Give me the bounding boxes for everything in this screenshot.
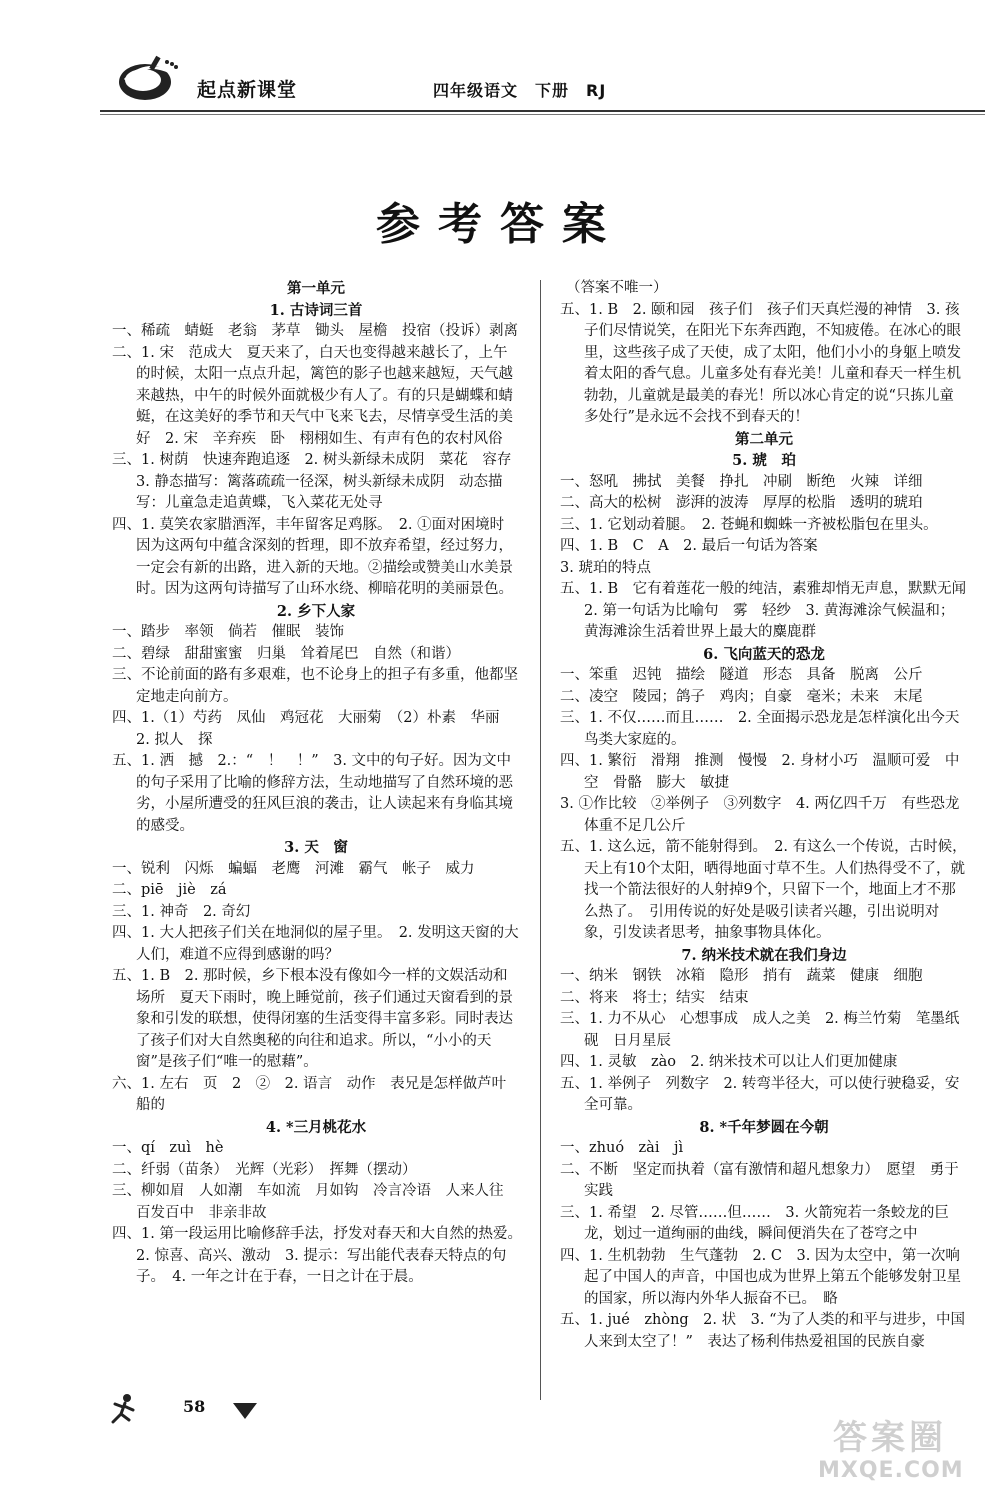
answer-item: 四、1. 大人把孩子们关在地洞似的屋子里。 2. 发明这天窗的大人们，难道不应得到感谢的吗？ (112, 925, 519, 963)
answer-item: 三、1. 希望 2. 尽管……但…… 3. 火箭宛若一条蛟龙的巨龙，划过一道绚丽的曲线，瞬间便消失在了苍穹之中 (560, 1204, 949, 1242)
answer-item: 一、qí zuì hè (112, 1140, 224, 1156)
page-header (95, 40, 975, 115)
answer-item: 二、凌空 陵园；鸽子 鸡肉；自豪 毫米；未来 末尾 (560, 688, 923, 705)
answer-item: 四、1. 灵敏 zào 2. 纳米技术可以让人们更加健康 (560, 1054, 898, 1070)
section-title: 6. 飞向蓝天的恐龙 (703, 645, 825, 663)
column-divider (540, 280, 541, 1400)
section-title: 8. *千年梦圆在今朝 (699, 1118, 829, 1136)
page-title: 参考答案 (376, 199, 624, 250)
answer-item: 一、稀疏 蜻蜓 老翁 茅草 锄头 屋檐 投宿（投诉）剥离 (112, 323, 518, 339)
answer-item: 五、1. 洒 撼 2.：“ ！ ！” 3. 文中的句子好。因为文中的句子采用了比喻的修辞方法，生动地描写了自然环境的恶劣，小屋所遭受的狂风巨浪的袭击，让人读起来有身临其境的感受。 (112, 753, 513, 834)
answer-item: 三、柳如眉 人如潮 车如流 月如钩 冷言冷语 人来人往 百发百中 非亲非故 (112, 1183, 518, 1221)
answer-item: 三、不论前面的路有多艰难，也不论身上的担子有多重，他都坚定地走向前方。 (112, 667, 518, 705)
answer-item: 二、纤弱（苗条） 光辉（光彩） 挥舞（摆动） (112, 1161, 417, 1178)
answer-item: 三、1. 树荫 快速奔跑追逐 2. 树头新绿未成阴 菜花 容存 3. 静态描写：篱落疏疏一径深，树头新绿未成阴 动态描写：儿童急走追黄蝶，飞入菜花无处寻 (112, 452, 526, 511)
book-pen-logo-icon (115, 50, 180, 105)
right-column (560, 278, 981, 1353)
section-title: 2. 乡下人家 (276, 602, 356, 620)
left-column (112, 278, 530, 1289)
answer-item: 一、锐利 闪烁 蝙蝠 老鹰 河滩 霸气 帐子 威力 (112, 860, 475, 877)
answer-item: 四、1. 第一段运用比喻修辞手法，抒发对春天和大自然的热爱。 2. 惊喜、高兴、激动 3. 提示：写出能代表春天特点的句子。 4. 一年之计在于春，一日之计在于晨。 (112, 1226, 530, 1285)
section-title: 5. 琥 珀 (732, 452, 796, 469)
answer-item: 一、踏步 率领 倘若 催眠 装饰 (112, 624, 344, 640)
answer-item: 五、1. B 2. 颐和园 孩子们 孩子们天真烂漫的神情 3. 孩子们尽情说笑，在阳光下东奔西跑，不知疲倦。在冰心的眼里，这些孩子成了天使，成了太阳，他们小小的身躯上喷发着太阳的香气息。儿童多处有春光美！儿童和春天一样生机勃勃，儿童就是最美的春光！所以冰心肯定的说“只拣儿童多处行”是永远不会找不到春天的！ (560, 301, 961, 425)
section-title: 7. 纳米技术就在我们身边 (681, 946, 847, 964)
answer-item: 3. 琥珀的特点 (560, 559, 651, 576)
book-info: 四年级语文 下册 RJ (433, 81, 607, 100)
answer-item: 二、不断 坚定而执着（富有激情和超凡想象力） 愿望 勇于实践 (560, 1161, 959, 1199)
answer-item: 五、1. jué zhòng 2. 状 3. “为了人类的和平与进步，中国人来到太空了！” 表达了杨利伟热爱祖国的民族自豪 (560, 1312, 965, 1350)
runner-icon (105, 1390, 145, 1430)
page-footer (95, 1385, 295, 1435)
answer-item: 一、怒吼 拂拭 美餐 挣扎 冲刷 断绝 火辣 详细 (560, 473, 923, 490)
answer-item: 五、1. B 2. 那时候，乡下根本没有像如今一样的文娱活动和场所 夏天下雨时，晚上睡觉前，孩子们通过天窗看到的景象和引发的联想，使得闭塞的生活变得丰富多彩。同时表达了孩子们对大自然奥秘的向往和追求。所以，“小小的天窗”是孩子们“唯一的慰藉”。 (112, 968, 513, 1070)
watermark-url: MXQE.COM (818, 1458, 964, 1483)
answer-item: 一、笨重 迟钝 描绘 隧道 形态 具备 脱离 公斤 (560, 667, 923, 683)
unit-title: 第二单元 (735, 430, 793, 448)
answer-item: 五、1. B 它有着莲花一般的纯洁，素雅却悄无声息，默默无闻 2. 第一句话为比喻句 雾 轻纱 3. 黄海滩涂气候温和；黄海滩涂生活着世界上最大的麋鹿群 (560, 581, 981, 640)
unit-title: 第一单元 (287, 280, 345, 297)
answer-item: 3. ①作比较 ②举例子 ③列数字 4. 两亿四千万 有些恐龙体重不足几公斤 (560, 796, 960, 834)
answer-item: 五、1. 举例子 列数字 2. 转弯半径大，可以使行驶稳妥，安全可靠。 (560, 1075, 960, 1113)
section-title: 1. 古诗词三首 (269, 301, 363, 319)
answer-item: 四、1. 繁衍 滑翔 推测 慢慢 2. 身材小巧 温顺可爱 中空 骨骼 膨大 敏捷 (560, 753, 960, 791)
answer-item: 三、1. 力不从心 心想事成 成人之美 2. 梅兰竹菊 笔墨纸砚 日月星辰 (560, 1011, 960, 1049)
answer-item: 一、纳米 钢铁 冰箱 隐形 捎有 蔬菜 健康 细胞 (560, 968, 923, 984)
page-number: 58 (183, 1397, 206, 1416)
answer-item: 四、1. 生机勃勃 生气蓬勃 2. C 3. 因为太空中，第一次响起了中国人的声音，中国也成为世界上第五个能够发射卫星的国家，所以海内外华人振奋不已。 略 (560, 1247, 961, 1307)
watermark (818, 1410, 988, 1490)
answer-item: 四、1.（1）芍药 凤仙 鸡冠花 大丽菊 （2）朴素 华丽 2. 拟人 探 (112, 710, 515, 748)
section-title: 4. *三月桃花水 (265, 1118, 367, 1136)
answer-item: 二、碧绿 甜甜蜜蜜 归巢 耸着尾巴 自然（和谐） (112, 645, 460, 662)
answer-item: 五、1. 这么远，箭不能射得到。 2. 有这么一个传说，古时候，天上有10个太阳，晒得地面寸草不生。人们热得受不了，就找一个箭法很好的人射掉9个，只留下一个，地面上才不那么热了。 引用传说的好处是吸引读者兴趣，引出说明对象，引发读者思考，抽象事物具体化。 (560, 839, 967, 941)
answer-item: 三、1. 它划动着腿。 2. 苍蝇和蜘蛛一齐被松脂包在里头。 (560, 516, 938, 533)
answer-item: 二、高大的松树 澎湃的波涛 厚厚的松脂 透明的琥珀 (560, 495, 923, 511)
answer-item: 二、1. 宋 范成大 夏天来了，白天也变得越来越长了，上午的时候，太阳一点点升起，篱笆的影子也越来越短，天气越来越热，中午的时候外面就极少有人了。有的只是蝴蝶和蜻蜓，在这美好的季节和天气中飞来飞去，尽情享受生活的美好 2. 宋 辛弃疾 卧 栩栩如生、有声有色的农村风俗 (112, 344, 513, 447)
answer-item: 四、1. 莫笑农家腊酒浑，丰年留客足鸡豚。 2. ①面对困境时 因为这两句中蕴含深刻的哲理，即不放弃希望，经过努力，一定会有新的出路，进入新的天地。②描绘或赞美山水美景时。因为这两句诗描写了山环水绕、柳暗花明的美丽景色。 (112, 516, 519, 597)
answer-item: 二、将来 将士；结实 结束 (560, 989, 749, 1006)
answer-item: 二、piē jiè zá (112, 882, 227, 898)
answer-item: 四、1. B C A 2. 最后一句话为答案 (560, 538, 818, 554)
header-rule (100, 110, 985, 112)
brand-name: 起点新课堂 (197, 79, 298, 101)
section-title: 3. 天 窗 (284, 839, 348, 856)
header-rule-thin (100, 114, 985, 115)
answer-item: 三、1. 神奇 2. 奇幻 (112, 903, 251, 920)
watermark-logo: 答案圈 (833, 1418, 947, 1458)
answer-item: 三、1. 不仅……而且…… 2. 全面揭示恐龙是怎样演化出今天鸟类大家庭的。 (560, 710, 960, 748)
down-arrow-icon (215, 1395, 275, 1425)
answer-note: （答案不唯一） (566, 280, 668, 296)
answer-item: 一、zhuó zài jì (560, 1140, 684, 1156)
answer-item: 六、1. 左右 页 2 ② 2. 语言 动作 表兄是怎样做芦叶船的 (112, 1075, 507, 1113)
